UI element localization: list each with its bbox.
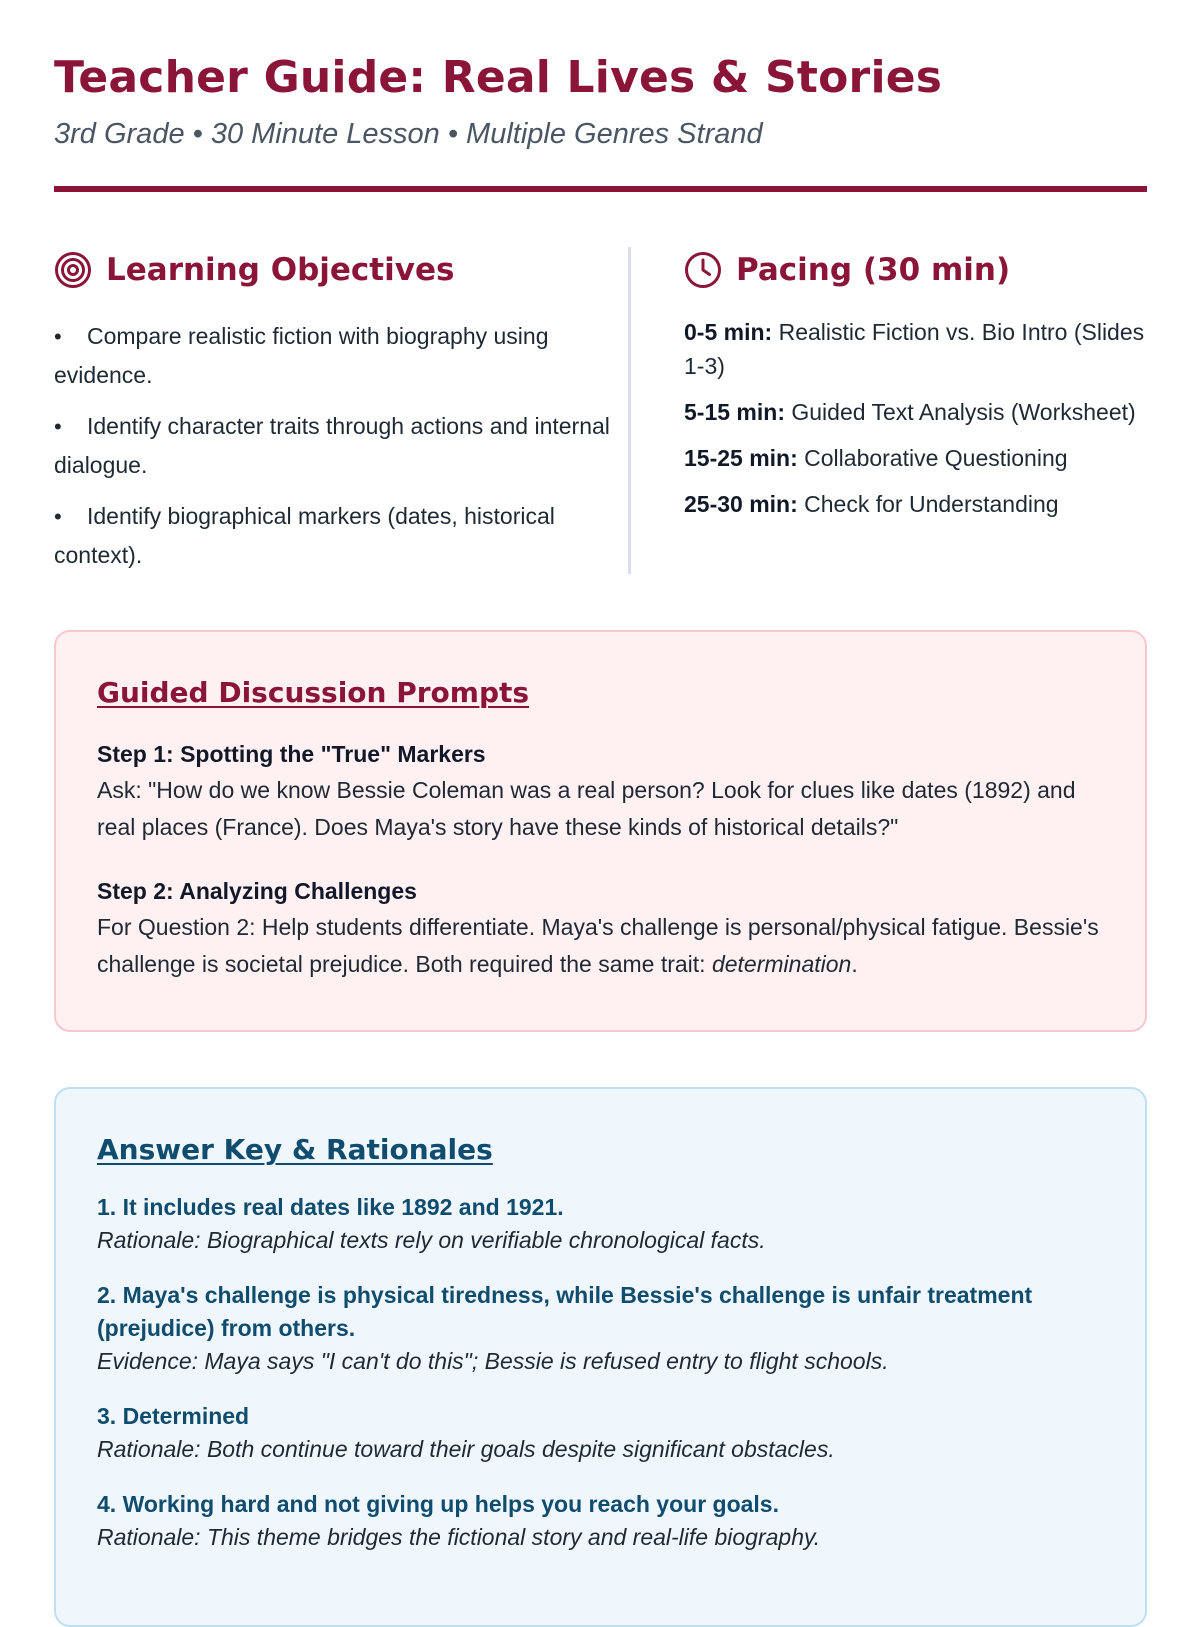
step-text-main: For Question 2: Help students differentiate. Maya's challenge is personal/physical fatigue. Bessie's challenge is societal prejudice. Both required the same trait: [97, 914, 1099, 977]
answer-rationale: Rationale: This theme bridges the fictional story and real-life biography. [97, 1524, 821, 1550]
bullet-icon: • [54, 324, 62, 349]
objectives-list [54, 317, 614, 574]
pacing-header [684, 247, 1147, 293]
answer-list [97, 1191, 1104, 1554]
answer-text: 1. It includes real dates like 1892 and 1921. [97, 1194, 564, 1220]
objective-text: Identify biographical markers (dates, historical context). [54, 503, 555, 568]
step-text: Ask: "How do we know Bessie Coleman was a real person? Look for clues like dates (1892) and real places (France). Does Maya's story have these kinds of historical details?" [97, 777, 1076, 840]
bullet-icon: • [54, 414, 62, 439]
list-item [97, 1279, 1104, 1378]
bullet-icon: • [54, 504, 62, 529]
page-subtitle: 3rd Grade • 30 Minute Lesson • Multiple Genres Strand [54, 118, 763, 150]
learning-objectives-header [54, 247, 614, 293]
pacing-activity: Realistic Fiction vs. Bio Intro (Slides 1-3) [684, 319, 1145, 379]
page-title: Teacher Guide: Real Lives & Stories [54, 52, 943, 103]
list-item [684, 395, 1147, 429]
answer-text: 3. Determined [97, 1403, 250, 1429]
list-item [97, 1400, 1104, 1466]
answer-text: 4. Working hard and not giving up helps you reach your goals. [97, 1491, 779, 1517]
learning-objectives-title: Learning Objectives [106, 252, 455, 288]
answer-rationale: Evidence: Maya says "I can't do this"; Bessie is refused entry to flight schools. [97, 1348, 889, 1374]
clock-icon [684, 251, 722, 289]
pacing-title: Pacing (30 min) [736, 252, 1011, 288]
answer-key-card [54, 1087, 1147, 1627]
pacing-section [684, 247, 1147, 533]
step-text [97, 909, 1104, 983]
learning-objectives-section [54, 247, 614, 587]
target-icon [54, 251, 92, 289]
list-item [97, 1488, 1104, 1554]
step-text-end: . [851, 951, 858, 977]
pacing-activity: Collaborative Questioning [804, 445, 1068, 471]
discussion-step [97, 873, 1104, 983]
pacing-list [684, 315, 1147, 521]
answer-text: 2. Maya's challenge is physical tiredness, while Bessie's challenge is unfair treatment (prejudice) from others. [97, 1282, 1033, 1341]
list-item [54, 317, 614, 394]
answer-key-title: Answer Key & Rationales [97, 1133, 493, 1166]
pacing-activity: Check for Understanding [804, 491, 1059, 517]
objective-text: Compare realistic fiction with biography using evidence. [54, 323, 549, 388]
header-divider [54, 186, 1147, 192]
column-divider [628, 247, 631, 574]
discussion-prompts-title: Guided Discussion Prompts [97, 676, 530, 709]
objective-text: Identify character traits through actions and internal dialogue. [54, 413, 610, 478]
pacing-activity: Guided Text Analysis (Worksheet) [791, 399, 1136, 425]
step-text-emphasis: determination [711, 951, 852, 977]
list-item [684, 441, 1147, 475]
list-item [684, 487, 1147, 521]
answer-rationale: Rationale: Biographical texts rely on verifiable chronological facts. [97, 1227, 766, 1253]
list-item [54, 407, 614, 484]
discussion-prompts-card [54, 630, 1147, 1032]
pacing-time: 5-15 min: [684, 399, 785, 425]
step-label: Step 1: Spotting the "True" Markers [97, 741, 486, 767]
pacing-time: 15-25 min: [684, 445, 798, 471]
pacing-time: 0-5 min: [684, 319, 773, 345]
pacing-time: 25-30 min: [684, 491, 798, 517]
discussion-step [97, 736, 1104, 846]
list-item [97, 1191, 1104, 1257]
answer-rationale: Rationale: Both continue toward their goals despite significant obstacles. [97, 1436, 835, 1462]
list-item [684, 315, 1147, 383]
list-item [54, 497, 614, 574]
step-label: Step 2: Analyzing Challenges [97, 878, 417, 904]
